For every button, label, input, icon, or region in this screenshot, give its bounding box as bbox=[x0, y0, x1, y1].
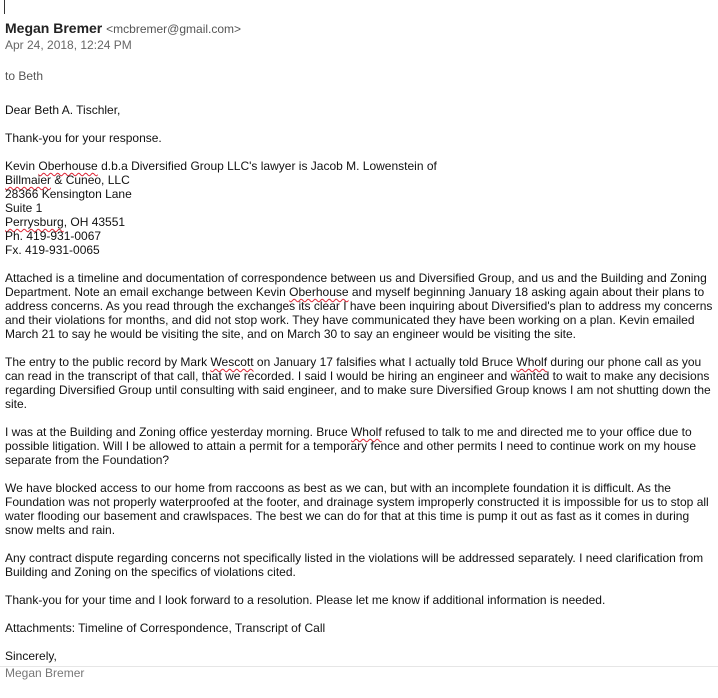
recipient-line[interactable]: to Beth bbox=[5, 69, 44, 83]
paragraph-text: Attached is a timeline and documentation of correspondence between us and Diversified Group, and us and the Building and Zoning Department. Note an email exchange between Kevin bbox=[5, 271, 707, 299]
paragraph-closing-thanks: Thank-you for your time and I look forward to a resolution. Please let me know if additional information is needed. bbox=[5, 593, 606, 607]
email-date: Apr 24, 2018, 12:24 PM bbox=[5, 38, 132, 52]
paragraph-zoning-office bbox=[5, 425, 717, 467]
lawyer-address bbox=[5, 159, 717, 257]
paragraph-text: and myself beginning January 18 asking again about their plans to address concerns. As you read through the exchanges its clear I have been inquiring about Diversified's plan to address my concerns and their violations for months, and did not stop work. They have communicated they have been working on a plan. Kevin emailed March 21 to say he would be visiting the site, and on March 30 to say an engineer would be visiting the site. bbox=[5, 285, 713, 341]
sender-name[interactable]: Megan Bremer bbox=[5, 20, 103, 36]
address-text: , OH 43551 bbox=[63, 215, 126, 229]
paragraph-text: The entry to the public record by Mark bbox=[5, 355, 211, 369]
misspelled-word: Oberhouse bbox=[289, 285, 349, 299]
paragraph-foundation: We have blocked access to our home from raccoons as best as we can, but with an incomplete foundation it is difficult. As the Foundation was not properly waterproofed at the footer, and drainage system improperly constructed it is impossible for us to stop all water flooding our basement and crawlspaces. The best we can do for that at this time is pump it out as fast as it comes in during snow melts and rain. bbox=[5, 481, 709, 537]
misspelled-word: Wholf bbox=[350, 425, 382, 439]
address-text: Suite 1 bbox=[5, 201, 43, 215]
misspelled-word: Wescott bbox=[210, 355, 254, 369]
closing: Sincerely, bbox=[5, 649, 57, 663]
paragraph-text: during our phone call as you can read in the transcript of that call, that we recorded. I said I would be hiring an engineer and wanted to wait to make any decisions regarding Diversified Group until consulting with said engineer, and to make sure Diversified Group knows I am not shutting down the site. bbox=[5, 355, 711, 411]
misspelled-word: Billmaier bbox=[5, 173, 52, 187]
address-text: Kevin bbox=[5, 159, 39, 173]
thanks-line: Thank-you for your response. bbox=[5, 131, 162, 145]
phone-number: Ph. 419-931-0067 bbox=[5, 229, 102, 243]
paragraph-text: refused to talk to me and directed me to your office due to possible litigation. Will I be allowed to attain a permit for a temporary fence and other permits I need to continue work on my house separate from the Foundation? bbox=[5, 425, 697, 467]
attachments-line: Attachments: Timeline of Correspondence, Transcript of Call bbox=[5, 621, 326, 635]
paragraph-text: I was at the Building and Zoning office yesterday morning. Bruce bbox=[5, 425, 351, 439]
address-text: d.b.a Diversified Group LLC's lawyer is Jacob M. Lowenstein of bbox=[97, 159, 437, 173]
text-cursor bbox=[4, 0, 5, 14]
sender-line bbox=[5, 20, 708, 38]
address-text: & Cuneo, LLC bbox=[51, 173, 130, 187]
email-header bbox=[5, 20, 708, 53]
misspelled-word: Perrysburg bbox=[5, 215, 64, 229]
paragraph-timeline bbox=[5, 271, 717, 341]
sender-email[interactable]: <mcbremer@gmail.com> bbox=[106, 22, 242, 36]
paragraph-public-record bbox=[5, 355, 717, 411]
paragraph-contract-dispute: Any contract dispute regarding concerns not specifically listed in the violations will be addressed separately. I need clarification from Building and Zoning on the specifics of violations cited. bbox=[5, 551, 704, 579]
signature-divider bbox=[0, 666, 718, 667]
signature: Megan Bremer bbox=[5, 666, 85, 680]
email-body bbox=[5, 103, 717, 663]
fax-number: Fx. 419-931-0065 bbox=[5, 243, 100, 257]
paragraph-text: on January 17 falsifies what I actually told Bruce bbox=[253, 355, 517, 369]
misspelled-word: Wholf bbox=[516, 355, 548, 369]
address-text: 28366 Kensington Lane bbox=[5, 187, 132, 201]
misspelled-word: Oberhouse bbox=[38, 159, 98, 173]
greeting: Dear Beth A. Tischler, bbox=[5, 103, 121, 117]
